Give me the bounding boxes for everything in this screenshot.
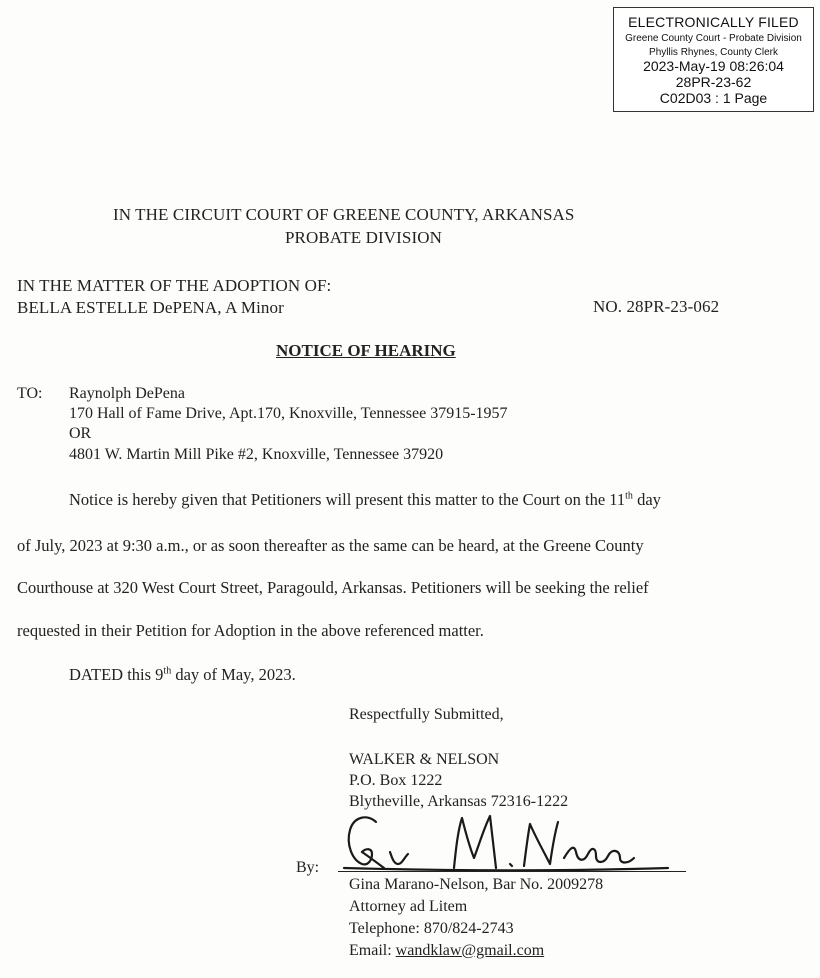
email-label: Email: <box>349 942 396 959</box>
signature-line <box>338 871 686 872</box>
recipient-address-2: 4801 W. Martin Mill Pike #2, Knoxville, Tennessee 37920 <box>69 446 444 463</box>
attorney-email-line <box>349 942 544 960</box>
to-label: TO: <box>17 385 43 402</box>
court-heading-line2: PROBATE DIVISION <box>285 228 442 247</box>
document-title: NOTICE OF HEARING <box>276 341 456 360</box>
recipient-or: OR <box>69 425 92 442</box>
firm-city: Blytheville, Arkansas 72316-1222 <box>349 793 569 810</box>
by-label: By: <box>296 859 320 876</box>
electronic-filing-stamp <box>613 7 814 112</box>
body-line-3: Courthouse at 320 West Court Street, Paragould, Arkansas. Petitioners will be seeking the relief <box>17 578 649 597</box>
stamp-datetime: 2023-May-19 08:26:04 <box>643 58 784 74</box>
body-line-1-text: Notice is hereby given that Petitioners will present this matter to the Court on the 11 <box>69 490 626 509</box>
body-line-1-sup: th <box>625 490 633 502</box>
stamp-court: Greene County Court - Probate Division <box>625 33 802 44</box>
handwritten-signature <box>338 808 688 880</box>
attorney-role: Attorney ad Litem <box>349 898 468 915</box>
matter-line2: BELLA ESTELLE DePENA, A Minor <box>17 298 284 317</box>
stamp-title: ELECTRONICALLY FILED <box>628 14 799 30</box>
dated-text: DATED this 9 <box>69 665 164 684</box>
stamp-clerk: Phyllis Rhynes, County Clerk <box>649 47 778 58</box>
recipient-name: Raynolph DePena <box>69 385 185 402</box>
court-heading-line1: IN THE CIRCUIT COURT OF GREENE COUNTY, ARKANSAS <box>113 205 575 224</box>
stamp-page-info: C02D03 : 1 Page <box>659 90 768 106</box>
body-line-1 <box>69 490 661 510</box>
stamp-case-number: 28PR-23-62 <box>675 74 752 90</box>
attorney-name: Gina Marano-Nelson, Bar No. 2009278 <box>349 876 604 893</box>
case-number: NO. 28PR-23-062 <box>593 297 720 316</box>
dated-tail: day of May, 2023. <box>171 665 296 684</box>
body-line-1-tail: day <box>632 490 661 509</box>
body-line-4: requested in their Petition for Adoption in the above referenced matter. <box>17 621 484 640</box>
matter-line1: IN THE MATTER OF THE ADOPTION OF: <box>17 276 332 295</box>
body-line-2: of July, 2023 at 9:30 a.m., or as soon thereafter as the same can be heard, at the Greene County <box>17 536 644 555</box>
dated-sup: th <box>163 665 172 677</box>
attorney-telephone: Telephone: 870/824-2743 <box>349 920 514 937</box>
firm-po-box: P.O. Box 1222 <box>349 772 443 789</box>
recipient-address-1: 170 Hall of Fame Drive, Apt.170, Knoxville, Tennessee 37915-1957 <box>69 405 508 422</box>
closing: Respectfully Submitted, <box>349 706 504 723</box>
dated-line <box>69 665 296 685</box>
email-link[interactable]: wandklaw@gmail.com <box>395 942 545 959</box>
firm-name: WALKER & NELSON <box>349 751 500 768</box>
